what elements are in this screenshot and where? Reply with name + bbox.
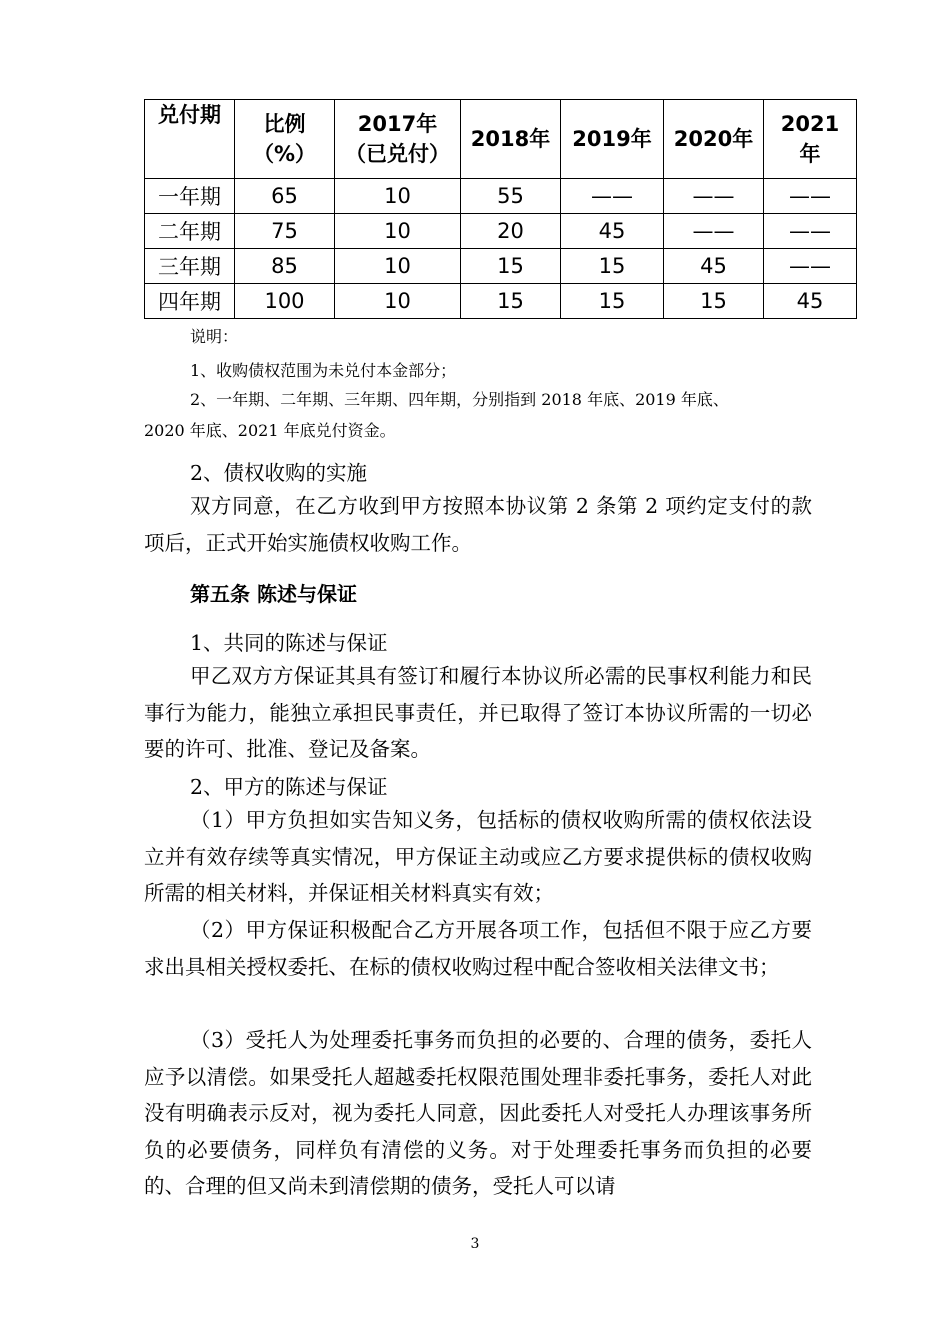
header-2019: 2019年 xyxy=(561,100,664,179)
table-cell: 65 xyxy=(235,179,335,214)
table-row xyxy=(145,179,857,214)
table-cell: —— xyxy=(764,249,857,284)
table-cell: 10 xyxy=(335,284,461,319)
table-cell: —— xyxy=(561,179,664,214)
article-5-heading: 第五条 陈述与保证 xyxy=(190,582,357,606)
notes-title: 说明： xyxy=(190,327,239,346)
clause-3: （3）受托人为处理委托事务而负担的必要的、合理的债务，委托人应予以清偿。如果受托人超越委托权限范围处理非委托事务，委托人对此没有明确表示反对，视为委托人同意，因此委托人对受托人办理该事务所负的必要债务，同样负有清偿的义务。对于处理委托事务而负担的必要的、合理的但又尚未到清偿期的债务，受托人可以请 xyxy=(144,1028,812,1198)
table-cell: 75 xyxy=(235,214,335,249)
header-2017: 2017年 （已兑付） xyxy=(335,100,461,179)
table-header-row xyxy=(145,100,857,179)
table-cell: 一年期 xyxy=(145,179,235,214)
table-cell: 二年期 xyxy=(145,214,235,249)
header-2020: 2020年 xyxy=(664,100,764,179)
redemption-schedule-table xyxy=(144,99,857,319)
table-cell: 45 xyxy=(561,214,664,249)
table-cell: —— xyxy=(664,179,764,214)
table-row xyxy=(145,214,857,249)
header-2018: 2018年 xyxy=(461,100,561,179)
header-ratio: 比例 （%） xyxy=(235,100,335,179)
note-item-2-line-2: 2020 年底、2021 年底兑付资金。 xyxy=(144,421,396,440)
table-cell: 三年期 xyxy=(145,249,235,284)
table-cell: —— xyxy=(664,214,764,249)
table-cell: 四年期 xyxy=(145,284,235,319)
table-cell: 85 xyxy=(235,249,335,284)
table-cell: 45 xyxy=(764,284,857,319)
table-cell: —— xyxy=(764,179,857,214)
sub-1-text: 甲乙双方方保证其具有签订和履行本协议所必需的民事权利能力和民事行为能力，能独立承担民事责任，并已取得了签订本协议所需的一切必要的许可、批准、登记及备案。 xyxy=(144,664,812,761)
note-item-1: 1、收购债权范围为未兑付本金部分； xyxy=(190,361,457,380)
table-cell: 15 xyxy=(561,284,664,319)
sub-1-title: 1、共同的陈述与保证 xyxy=(190,631,388,655)
section-2-title: 2、债权收购的实施 xyxy=(190,461,368,485)
table-cell: 15 xyxy=(461,249,561,284)
note-item-2-line-1: 2、一年期、二年期、三年期、四年期，分别指到 2018 年底、2019 年底、 xyxy=(190,390,729,409)
table-cell: 20 xyxy=(461,214,561,249)
table-cell: 15 xyxy=(561,249,664,284)
table-row xyxy=(145,284,857,319)
clause-1: （1）甲方负担如实告知义务，包括标的债权收购所需的债权依法设立并有效存续等真实情况，甲方保证主动或应乙方要求提供标的债权收购所需的相关材料，并保证相关材料真实有效； xyxy=(144,808,812,905)
clause-2: （2）甲方保证积极配合乙方开展各项工作，包括但不限于应乙方要求出具相关授权委托、在标的债权收购过程中配合签收相关法律文书； xyxy=(144,918,812,979)
table-cell: 100 xyxy=(235,284,335,319)
header-2021: 2021 年 xyxy=(764,100,857,179)
table-cell: 45 xyxy=(664,249,764,284)
section-2-text: 双方同意，在乙方收到甲方按照本协议第 2 条第 2 项约定支付的款项后，正式开始实施债权收购工作。 xyxy=(144,494,812,555)
page-number: 3 xyxy=(470,1236,480,1252)
table-cell: 15 xyxy=(461,284,561,319)
table-cell: 55 xyxy=(461,179,561,214)
table-row xyxy=(145,249,857,284)
table-cell: 15 xyxy=(664,284,764,319)
header-period: 兑付期 xyxy=(145,100,235,179)
table-cell: —— xyxy=(764,214,857,249)
table-cell: 10 xyxy=(335,214,461,249)
sub-2-title: 2、甲方的陈述与保证 xyxy=(190,775,388,799)
table-cell: 10 xyxy=(335,249,461,284)
table-cell: 10 xyxy=(335,179,461,214)
